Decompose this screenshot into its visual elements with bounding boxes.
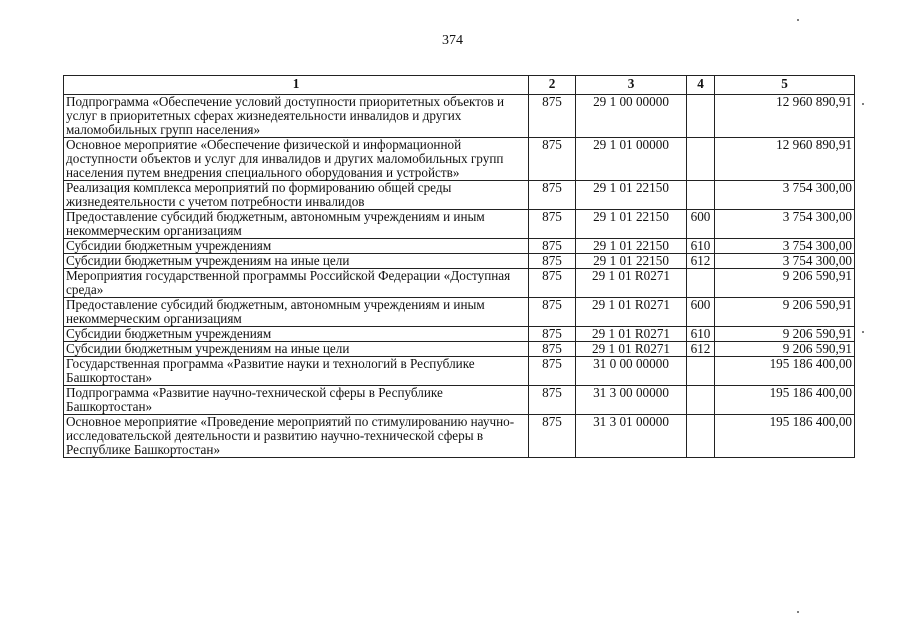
- table-row: [64, 327, 855, 342]
- row-expense-type: 600: [687, 210, 715, 239]
- row-amount: 12 960 890,91: [715, 138, 855, 181]
- row-name: Предоставление субсидий бюджетным, автономным учреждениям и иным некоммерческим организациям: [64, 298, 529, 327]
- table-row: [64, 254, 855, 269]
- row-ministry-code: 875: [529, 210, 576, 239]
- row-name: Мероприятия государственной программы Российской Федерации «Доступная среда»: [64, 269, 529, 298]
- row-expense-type: [687, 415, 715, 458]
- column-header-1: 1: [64, 76, 529, 95]
- table-row: [64, 342, 855, 357]
- row-expense-type: 612: [687, 254, 715, 269]
- row-ministry-code: 875: [529, 415, 576, 458]
- table-row: [64, 239, 855, 254]
- table-row: [64, 95, 855, 138]
- row-name: Подпрограмма «Обеспечение условий доступности приоритетных объектов и услуг в приоритетных сферах жизнедеятельности инвалидов и других маломобильных групп населения»: [64, 95, 529, 138]
- scan-speck: [797, 19, 799, 21]
- row-target-code: 29 1 01 22150: [576, 239, 687, 254]
- row-target-code: 29 1 01 R0271: [576, 342, 687, 357]
- row-ministry-code: 875: [529, 298, 576, 327]
- row-expense-type: [687, 181, 715, 210]
- table-row: [64, 415, 855, 458]
- row-expense-type: 600: [687, 298, 715, 327]
- row-name: Субсидии бюджетным учреждениям на иные цели: [64, 254, 529, 269]
- row-amount: 3 754 300,00: [715, 254, 855, 269]
- row-ministry-code: 875: [529, 239, 576, 254]
- row-ministry-code: 875: [529, 327, 576, 342]
- row-target-code: 31 3 00 00000: [576, 386, 687, 415]
- row-ministry-code: 875: [529, 269, 576, 298]
- row-name: Предоставление субсидий бюджетным, автономным учреждениям и иным некоммерческим организациям: [64, 210, 529, 239]
- row-target-code: 29 1 01 00000: [576, 138, 687, 181]
- row-amount: 9 206 590,91: [715, 298, 855, 327]
- page-number: 374: [442, 33, 463, 48]
- table-row: [64, 269, 855, 298]
- row-name: Подпрограмма «Развитие научно-технической сферы в Республике Башкортостан»: [64, 386, 529, 415]
- row-target-code: 29 1 01 R0271: [576, 298, 687, 327]
- row-name: Субсидии бюджетным учреждениям: [64, 327, 529, 342]
- scan-speck: [862, 331, 864, 333]
- table-row: [64, 357, 855, 386]
- row-target-code: 29 1 01 22150: [576, 254, 687, 269]
- row-ministry-code: 875: [529, 342, 576, 357]
- row-expense-type: [687, 138, 715, 181]
- row-ministry-code: 875: [529, 386, 576, 415]
- row-target-code: 29 1 01 22150: [576, 210, 687, 239]
- row-expense-type: 612: [687, 342, 715, 357]
- row-name: Реализация комплекса мероприятий по формированию общей среды жизнедеятельности с учетом потребности инвалидов: [64, 181, 529, 210]
- row-amount: 195 186 400,00: [715, 357, 855, 386]
- row-name: Основное мероприятие «Обеспечение физической и информационной доступности объектов и услуг для инвалидов и других маломобильных групп населения путем внедрения специального оборудования и устройств»: [64, 138, 529, 181]
- row-ministry-code: 875: [529, 254, 576, 269]
- row-target-code: 29 1 00 00000: [576, 95, 687, 138]
- row-name: Субсидии бюджетным учреждениям: [64, 239, 529, 254]
- row-expense-type: [687, 357, 715, 386]
- column-header-4: 4: [687, 76, 715, 95]
- row-target-code: 31 0 00 00000: [576, 357, 687, 386]
- row-expense-type: 610: [687, 327, 715, 342]
- row-expense-type: [687, 269, 715, 298]
- row-target-code: 31 3 01 00000: [576, 415, 687, 458]
- row-target-code: 29 1 01 R0271: [576, 327, 687, 342]
- row-expense-type: 610: [687, 239, 715, 254]
- row-name: Субсидии бюджетным учреждениям на иные цели: [64, 342, 529, 357]
- column-header-2: 2: [529, 76, 576, 95]
- row-amount: 3 754 300,00: [715, 181, 855, 210]
- table-row: [64, 298, 855, 327]
- row-expense-type: [687, 386, 715, 415]
- budget-table: [63, 75, 855, 458]
- row-expense-type: [687, 95, 715, 138]
- row-target-code: 29 1 01 22150: [576, 181, 687, 210]
- scan-speck: [797, 611, 799, 613]
- row-name: Основное мероприятие «Проведение мероприятий по стимулированию научно-исследовательской деятельности и развитию научно-технической сферы в Республике Башкортостан»: [64, 415, 529, 458]
- row-ministry-code: 875: [529, 181, 576, 210]
- row-amount: 3 754 300,00: [715, 239, 855, 254]
- row-amount: 3 754 300,00: [715, 210, 855, 239]
- row-target-code: 29 1 01 R0271: [576, 269, 687, 298]
- row-ministry-code: 875: [529, 357, 576, 386]
- row-name: Государственная программа «Развитие науки и технологий в Республике Башкортостан»: [64, 357, 529, 386]
- row-amount: 12 960 890,91: [715, 95, 855, 138]
- row-amount: 195 186 400,00: [715, 415, 855, 458]
- row-amount: 9 206 590,91: [715, 269, 855, 298]
- scan-speck: [862, 103, 864, 105]
- table-row: [64, 386, 855, 415]
- table-header: [64, 76, 855, 95]
- row-amount: 9 206 590,91: [715, 342, 855, 357]
- header-row: [64, 76, 855, 95]
- table-body: [64, 95, 855, 458]
- column-header-5: 5: [715, 76, 855, 95]
- row-amount: 195 186 400,00: [715, 386, 855, 415]
- row-amount: 9 206 590,91: [715, 327, 855, 342]
- table-row: [64, 138, 855, 181]
- row-ministry-code: 875: [529, 95, 576, 138]
- column-header-3: 3: [576, 76, 687, 95]
- row-ministry-code: 875: [529, 138, 576, 181]
- table-row: [64, 210, 855, 239]
- table-row: [64, 181, 855, 210]
